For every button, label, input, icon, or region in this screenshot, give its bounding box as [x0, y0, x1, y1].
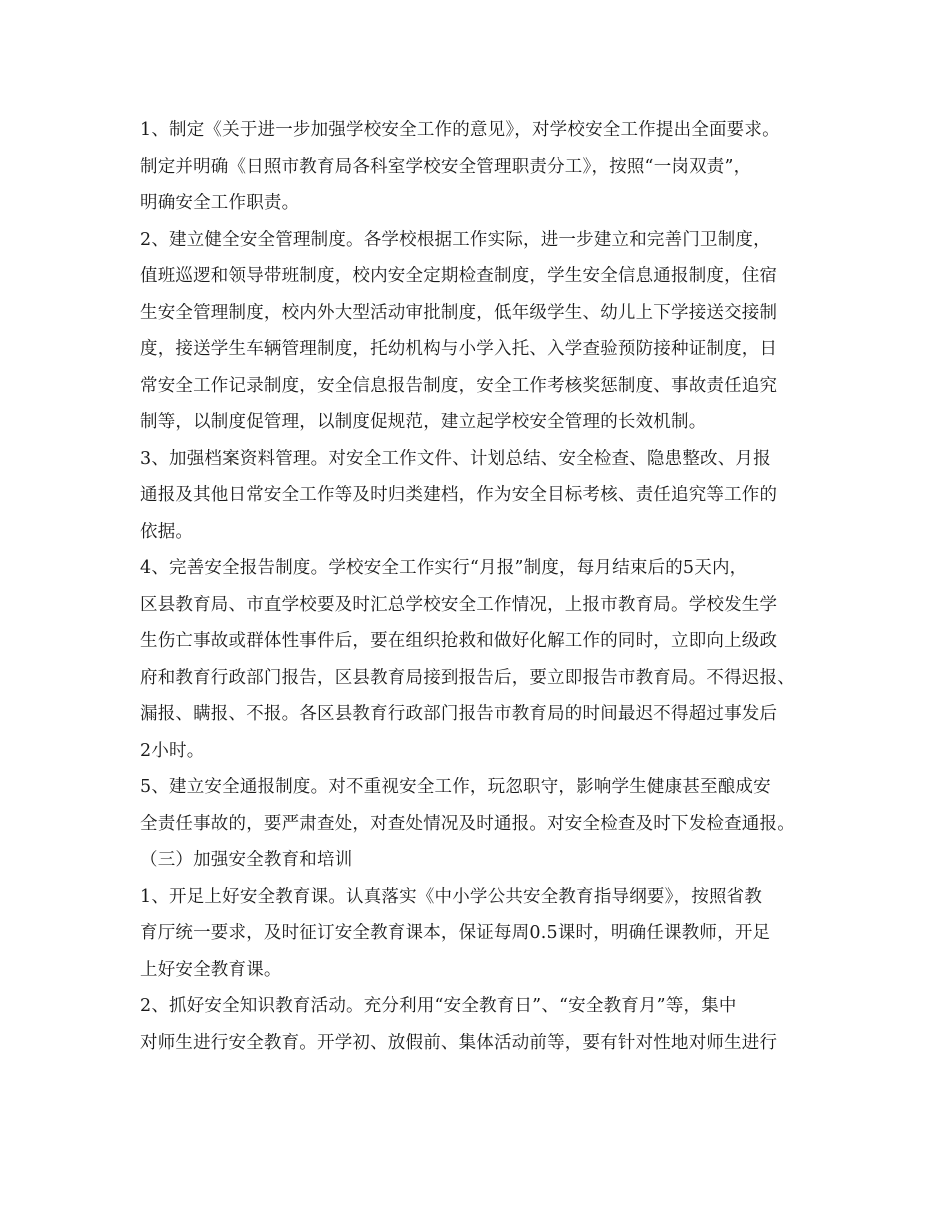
text-line: 上好安全教育课。: [140, 959, 282, 980]
document-body: [140, 112, 830, 1061]
text-line: 制定并明确《日照市教育局各科室学校安全管理职责分工》，按照“一岗双责”，: [140, 156, 752, 177]
text-line: 全责任事故的，要严肃查处，对查处情况及时通报。对安全检查及时下发检查通报。: [140, 813, 795, 834]
text-line: 育厅统一要求，及时征订安全教育课本，保证每周0.5课时，明确任课教师，开足: [140, 923, 771, 943]
text-line: 生伤亡事故或群体性事件后，要在组织抢救和做好化解工作的同时，立即向上级政: [140, 631, 778, 651]
text-line: 4、完善安全报告制度。学校安全工作实行“月报”制度，每月结束后的5天内，: [140, 558, 748, 578]
text-line: 3、加强档案资料管理。对安全工作文件、计划总结、安全检查、隐患整改、月报: [140, 448, 771, 469]
text-line: 依据。: [140, 521, 194, 542]
text-line: 生安全管理制度，校内外大型活动审批制度，低年级学生、幼儿上下学接送交接制: [140, 302, 778, 323]
text-line: 漏报、瞒报、不报。各区县教育行政部门报告市教育局的时间最迟不得超过事发后: [140, 704, 778, 724]
text-line: 2小时。: [140, 740, 205, 761]
text-line: 2、建立健全安全管理制度。各学校根据工作实际，进一步建立和完善门卫制度，: [140, 229, 771, 250]
text-line: 制等，以制度促管理，以制度促规范，建立起学校安全管理的长效机制。: [140, 412, 707, 432]
text-line: 5、建立安全通报制度。对不重视安全工作，玩忽职守，影响学生健康甚至酿成安: [140, 777, 771, 797]
text-line: 对师生进行安全教育。开学初、放假前、集体活动前等，要有针对性地对师生进行: [140, 1032, 778, 1053]
text-line: 值班巡逻和领导带班制度，校内安全定期检查制度，学生安全信息通报制度，住宿: [140, 266, 778, 286]
text-line: 明确安全工作职责。: [140, 193, 300, 213]
text-line: 1、制定《关于进一步加强学校安全工作的意见》，对学校安全工作提出全面要求。: [140, 120, 780, 140]
text-line: 2、抓好安全知识教育活动。充分利用“安全教育日”、“安全教育月”等，集中: [140, 996, 737, 1016]
text-line: 通报及其他日常安全工作等及时归类建档，作为安全目标考核、责任追究等工作的: [140, 485, 778, 505]
text-line: 常安全工作记录制度，安全信息报告制度，安全工作考核奖惩制度、事故责任追究: [140, 375, 778, 396]
text-line: 区县教育局、市直学校要及时汇总学校安全工作情况，上报市教育局。学校发生学: [140, 594, 778, 615]
section-heading: （三）加强安全教育和培训: [140, 850, 353, 870]
text-line: 1、开足上好安全教育课。认真落实《中小学公共安全教育指导纲要》，按照省教: [140, 886, 763, 907]
text-line: 度，接送学生车辆管理制度，托幼机构与小学入托、入学查验预防接种证制度，日: [140, 339, 778, 359]
text-line: 府和教育行政部门报告，区县教育局接到报告后，要立即报告市教育局。不得迟报、: [140, 667, 795, 688]
